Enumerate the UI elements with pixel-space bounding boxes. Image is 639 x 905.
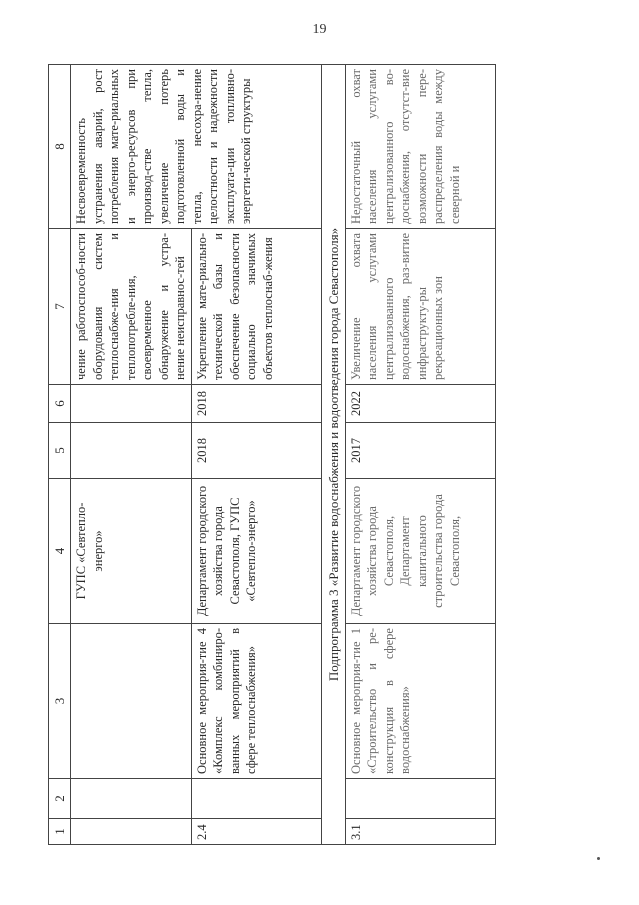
- start-year-cell: 2018: [191, 423, 321, 479]
- table-cell: [191, 779, 321, 819]
- header-cell: 3: [49, 624, 71, 779]
- start-year-cell: 2017: [345, 423, 495, 479]
- header-cell: 4: [49, 479, 71, 624]
- header-cell: 7: [49, 229, 71, 385]
- subprogram-title: Подпрограмма 3 «Развитие водоснабжения и водоотведения города Севастополя»: [321, 65, 345, 845]
- subprogram-row: [321, 65, 345, 845]
- table-cell: [71, 385, 192, 423]
- header-cell: 6: [49, 385, 71, 423]
- table-cell: [71, 819, 192, 845]
- table-cell: [71, 624, 192, 779]
- table-row: [71, 65, 192, 845]
- header-row: [49, 65, 71, 845]
- activity-cell: Основное мероприя-тие 1 «Строительство и ре-конструкция в сфере водоснабжения»: [345, 624, 495, 779]
- header-cell: 1: [49, 819, 71, 845]
- expected-result-cell: Укрепление мате-риально-технической базы и обеспечение безопасности социально значимых объектов теплоснаб-жения: [191, 229, 321, 385]
- rotated-table-container: [48, 65, 608, 845]
- responsible-cell: ГУПС «Севтепло-энерго»: [71, 479, 192, 624]
- header-cell: 2: [49, 779, 71, 819]
- scan-speck: [597, 857, 600, 860]
- program-table: [48, 64, 496, 845]
- table-row: [345, 65, 495, 845]
- consequences-cell: Несвоевременность устранения аварий, рост потребления мате-риальных и энерго-ресурсов при производ-стве тепла, увеличение потерь подготовленной воды и тепла, несохра-нение целостности и надежности эксплуата-ции топливно-энергети-ческой структуры: [71, 65, 322, 229]
- row-number: 3.1: [345, 819, 495, 845]
- end-year-cell: 2018: [191, 385, 321, 423]
- header-cell: 5: [49, 423, 71, 479]
- table-cell: [345, 779, 495, 819]
- row-number: 2.4: [191, 819, 321, 845]
- responsible-cell: Департамент городского хозяйства города Севастополя, ГУПС «Севтепло-энерго»: [191, 479, 321, 624]
- page-number: 19: [312, 22, 327, 37]
- table-frame: [48, 65, 608, 845]
- end-year-cell: 2022: [345, 385, 495, 423]
- header-cell: 8: [49, 65, 71, 229]
- expected-result-cell: Увеличение охвата населения услугами централизованного водоснабжения, раз-витие инфраструкту-ры рекреационных зон: [345, 229, 495, 385]
- table-cell: [71, 779, 192, 819]
- consequences-cell: Недостаточный охват населения услугами централизованного во-доснабжения, отсутст-вие возможности пере-распределения воды между северной и: [345, 65, 495, 229]
- table-cell: [71, 423, 192, 479]
- responsible-cell: Департамент городского хозяйства города Севастополя, Департамент капитального строительства города Севастополя,: [345, 479, 495, 624]
- activity-cell: Основное мероприя-тие 4 «Комплекс комбиниро-ванных мероприятий в сфере теплоснабжения»: [191, 624, 321, 779]
- expected-result-cell: чение работоспособ-ности оборудования систем теплоснабже-ния и теплопотребле-ния, своевременное обнаружение и устра-нение неисправнос-тей: [71, 229, 192, 385]
